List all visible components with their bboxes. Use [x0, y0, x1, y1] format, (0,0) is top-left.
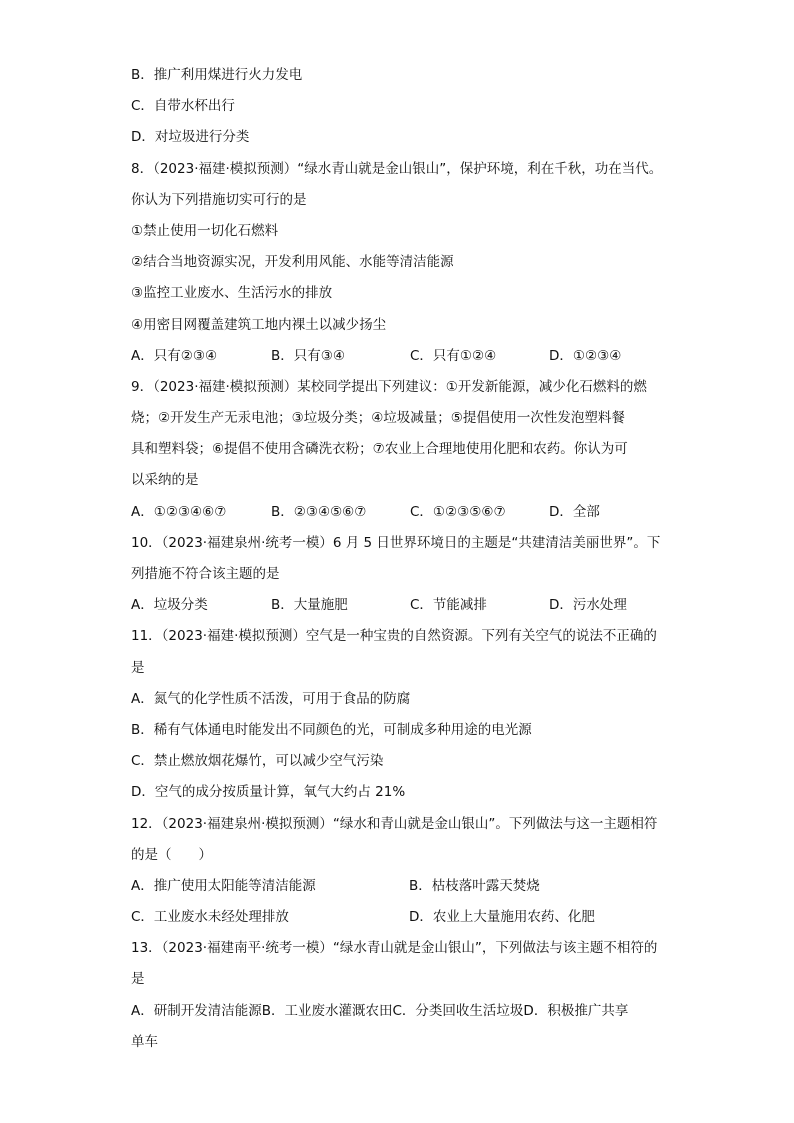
q10-stem-line-2: 列措施不符合该主题的是 [131, 566, 280, 582]
q8-option-a: A．只有②③④ [131, 347, 218, 364]
q11-option-d: D．空气的成分按质量计算，氧气大约占 21% [131, 784, 406, 801]
q13-options-line-2: 单车 [131, 1033, 158, 1050]
q8-item-1: ①禁止使用一切化石燃料 [131, 222, 279, 239]
q10-option-a: A．垃圾分类 [131, 597, 208, 614]
q12-stem-line-1: 12．（2023·福建泉州·模拟预测）“绿水和青山就是金山银山”。下列做法与这一主题相符 [131, 815, 658, 832]
q9-option-b: B．②③④⑤⑥⑦ [271, 503, 367, 520]
q8-options [131, 344, 671, 375]
q9-stem-line-4: 以采纳的是 [131, 472, 199, 489]
q12-stem-line-2: 的是（ ） [131, 846, 212, 863]
q12-option-d: D．农业上大量施用农药、化肥 [409, 909, 595, 926]
q13-options-line-1: A．研制开发清洁能源B．工业废水灌溉农田C．分类回收生活垃圾D．积极推广共享 [131, 1002, 629, 1019]
q7-option-b: B．推广利用煤进行火力发电 [131, 67, 303, 83]
q8-item-3: ③监控工业废水、生活污水的排放 [131, 285, 333, 302]
q8-stem-line-1: 8．（2023·福建·模拟预测）“绿水青山就是金山银山”，保护环境，利在千秋，功在当代。 [131, 160, 663, 177]
q9-stem-line-1: 9．（2023·福建·模拟预测）某校同学提出下列建议：①开发新能源，减少化石燃料的燃 [131, 378, 647, 395]
q10-option-d: D．污水处理 [549, 597, 627, 614]
q10-options [131, 593, 671, 624]
q12-option-a: A．推广使用太阳能等清洁能源 [131, 877, 316, 894]
q9-option-d: D．全部 [549, 503, 600, 520]
q9-option-c: C．①②③⑤⑥⑦ [410, 503, 506, 520]
q10-stem-line-1: 10．（2023·福建泉州·统考一模）6 月 5 日世界环境日的主题是“共建清洁美丽世界”。下 [131, 534, 661, 551]
q8-option-d: D．①②③④ [549, 347, 622, 364]
q8-item-4: ④用密目网覆盖建筑工地内裸土以减少扬尘 [131, 316, 387, 333]
q10-option-b: B．大量施肥 [271, 597, 348, 614]
q12-option-b: B．枯枝落叶露天焚烧 [409, 877, 540, 894]
q9-stem-line-3: 具和塑料袋；⑥提倡不使用含磷洗衣粉；⑦农业上合理地使用化肥和农药。你认为可 [131, 441, 628, 458]
q8-item-2: ②结合当地资源实况，开发利用风能、水能等清洁能源 [131, 254, 454, 271]
q9-option-a: A．①②③④⑥⑦ [131, 503, 227, 520]
q7-option-c: C．自带水杯出行 [131, 98, 235, 115]
q10-option-c: C．节能减排 [410, 597, 487, 614]
q7-option-d: D．对垃圾进行分类 [131, 129, 250, 146]
q13-stem-line-2: 是 [131, 971, 145, 988]
q12-option-c: C．工业废水未经处理排放 [131, 909, 289, 926]
question-content [131, 63, 671, 1061]
q11-option-b: B．稀有气体通电时能发出不同颜色的光，可制成多种用途的电光源 [131, 721, 532, 738]
q9-options [131, 500, 671, 531]
q9-stem-line-2: 烧；②开发生产无汞电池；③垃圾分类；④垃圾减量；⑤提倡使用一次性发泡塑料餐 [131, 410, 625, 427]
q13-stem-line-1: 13．（2023·福建南平·统考一模）“绿水青山就是金山银山”，下列做法与该主题不相符的 [131, 940, 658, 957]
q8-option-b: B．只有③④ [271, 347, 345, 364]
q8-stem-line-2: 你认为下列措施切实可行的是 [131, 191, 307, 208]
q11-option-a: A．氮气的化学性质不活泼，可用于食品的防腐 [131, 690, 411, 707]
q8-option-c: C．只有①②④ [410, 347, 497, 364]
q11-option-c: C．禁止燃放烟花爆竹，可以减少空气污染 [131, 753, 384, 770]
q11-stem-line-2: 是 [131, 659, 145, 676]
q12-options-row-1 [131, 874, 671, 905]
q11-stem-line-1: 11．（2023·福建·模拟预测）空气是一种宝贵的自然资源。下列有关空气的说法不正确的 [131, 628, 657, 645]
q12-options-row-2 [131, 905, 671, 936]
